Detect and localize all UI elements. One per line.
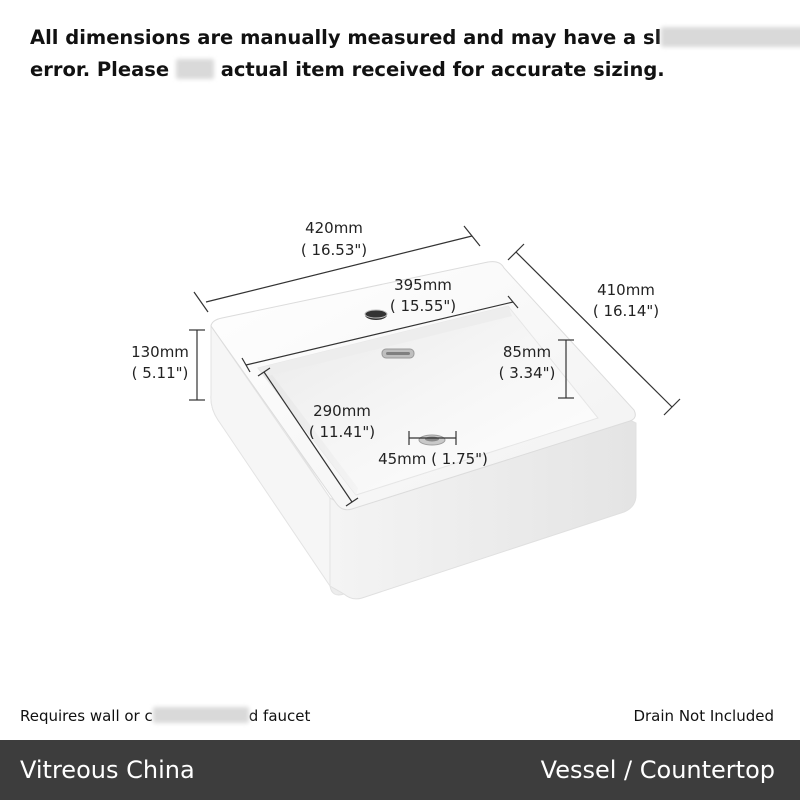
overall-width-inch: ( 16.53") (300, 241, 368, 259)
faucet-note-start: Requires wall or c (20, 707, 153, 725)
drain-note: Drain Not Included (633, 707, 774, 725)
basin-depth-mm: 85mm (502, 343, 552, 361)
basin-depth-inch: ( 3.34") (498, 364, 556, 382)
faucet-note-end: d faucet (248, 707, 311, 725)
depth-mm: 410mm (597, 281, 655, 299)
obscured-text (153, 707, 249, 723)
basin-length-inch: ( 11.41") (308, 423, 376, 441)
depth-inch: ( 16.14") (592, 302, 660, 320)
height-mm: 130mm (131, 343, 189, 361)
disclaimer-line-2-start: error. Please (30, 58, 170, 81)
inner-width-inch: ( 15.55") (389, 297, 457, 315)
disclaimer-line-2-end: actual item received for accurate sizing. (220, 58, 665, 81)
height-inch: ( 5.11") (131, 364, 189, 382)
footer-bar (0, 740, 800, 800)
disclaimer-line-1-text: All dimensions are manually measured and may have a sl (30, 26, 662, 49)
mount-type-label: Vessel / Countertop (540, 756, 775, 784)
inner-width-mm: 395mm (394, 276, 452, 294)
faucet-requirement-note (20, 707, 310, 725)
overall-width-mm: 420mm (305, 219, 363, 237)
basin-length-mm: 290mm (313, 402, 371, 420)
material-label: Vitreous China (20, 756, 195, 784)
drain-size-label: 45mm ( 1.75") (378, 450, 488, 468)
